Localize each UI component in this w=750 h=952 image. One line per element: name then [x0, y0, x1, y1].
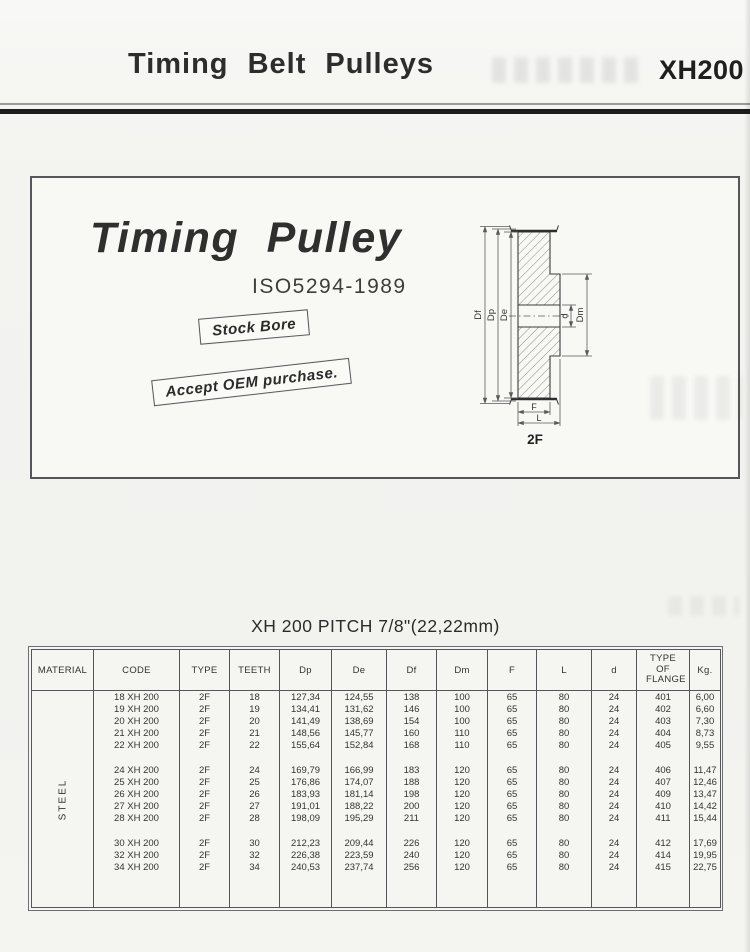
pulley-cross-section-diagram [452, 210, 722, 452]
col-header-code: CODE [94, 650, 180, 691]
table-row: 28 XH 200 2F 28 198,09 195,29 211 120 65 80 24 411 15,44 [32, 812, 721, 824]
product-panel [30, 176, 740, 479]
dim-label-f: F [531, 402, 537, 412]
col-header-d: d [592, 650, 637, 691]
dim-label-d: d [559, 313, 571, 319]
table-row: 21 XH 200 2F 21 148,56 145,77 160 110 65 80 24 404 8,73 [32, 727, 721, 739]
header-rule-thick [0, 109, 750, 114]
table-row: 19 XH 200 2F 19 134,41 131,62 146 100 65 80 24 402 6,60 [32, 703, 721, 715]
dim-label-l: L [536, 413, 542, 423]
col-header-type: TYPE [180, 650, 230, 691]
header-row [32, 650, 721, 691]
col-header-de: De [332, 650, 387, 691]
col-header-dp: Dp [280, 650, 332, 691]
dim-label-de: De [499, 308, 510, 322]
spec-table-frame [28, 646, 723, 911]
group-gap-row [32, 751, 721, 764]
table-row: 32 XH 200 2F 32 226,38 223,59 240 120 65 80 24 414 19,95 [32, 849, 721, 861]
print-through-artifact [492, 57, 642, 83]
model-code: XH200 [658, 55, 744, 85]
table-row: 25 XH 200 2F 25 176,86 174,07 188 120 65 80 24 407 12,46 [32, 776, 721, 788]
col-header-kg: Kg. [690, 650, 721, 691]
spec-table [31, 649, 721, 908]
page-title: Timing Belt Pulleys [128, 48, 434, 80]
dim-label-dm: Dm [575, 307, 586, 323]
table-row: 24 XH 200 2F 24 169,79 166,99 183 120 65 80 24 406 11,47 [32, 764, 721, 776]
material-cell: STEEL [32, 691, 94, 908]
group-gap-row [32, 824, 721, 837]
col-header-dm: Dm [437, 650, 488, 691]
diagram-caption-2f: 2F [527, 432, 543, 447]
table-row: 26 XH 200 2F 26 183,93 181,14 198 120 65 80 24 409 13,47 [32, 788, 721, 800]
table-row: 30 XH 200 2F 30 212,23 209,44 226 120 65 80 24 412 17,69 [32, 837, 721, 849]
header-rule-thin [0, 103, 750, 105]
col-header-df: Df [387, 650, 437, 691]
table-row: 20 XH 200 2F 20 141,49 138,69 154 100 65 80 24 403 7,30 [32, 715, 721, 727]
table-row: 34 XH 200 2F 34 240,53 237,74 256 120 65 80 24 415 22,75 [32, 861, 721, 873]
col-header-material: MATERIAL [32, 650, 94, 691]
stock-bore-badge: Stock Bore [198, 309, 310, 345]
oem-purchase-badge: Accept OEM purchase. [151, 358, 352, 406]
col-header-f: F [488, 650, 537, 691]
table-title: XH 200 PITCH 7/8"(22,22mm) [251, 616, 500, 636]
dim-label-df: Df [473, 310, 484, 320]
pulley-body-upper [518, 232, 560, 305]
standard-number: ISO5294-1989 [252, 275, 407, 298]
pulley-body-lower [518, 327, 560, 398]
table-filler-row [32, 873, 721, 908]
col-header-flange: TYPE OF FLANGE [637, 650, 690, 691]
dim-label-dp: Dp [486, 308, 497, 322]
product-heading: Timing Pulley [90, 214, 403, 262]
flange-top [510, 226, 559, 232]
print-through-artifact [668, 596, 740, 616]
table-row: 22 XH 200 2F 22 155,64 152,84 168 110 65 80 24 405 9,55 [32, 739, 721, 751]
col-header-l: L [537, 650, 592, 691]
table-row: 27 XH 200 2F 27 191,01 188,22 200 120 65 80 24 410 14,42 [32, 800, 721, 812]
table-row: STEEL 18 XH 200 2F 18 127,34 124,55 138 100 65 80 24 401 6,00 [32, 691, 721, 704]
col-header-teeth: TEETH [230, 650, 280, 691]
